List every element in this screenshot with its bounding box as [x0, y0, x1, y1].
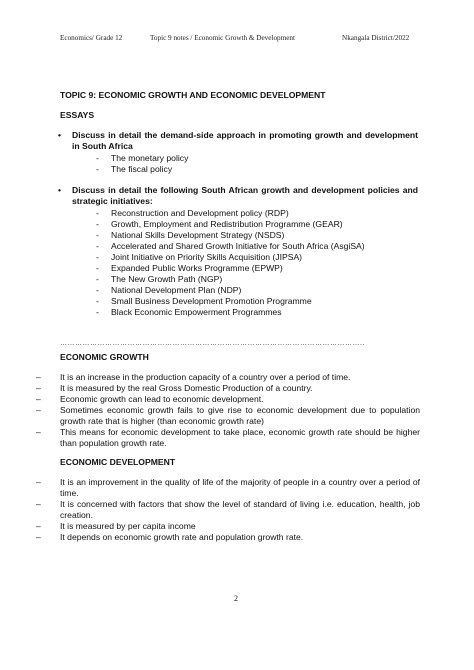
list-item: – It is an increase in the production capacity of a country over a period of time.	[36, 372, 351, 382]
bullet-icon: •	[58, 185, 62, 195]
list-item: – It is concerned with factors that show the level of standard of living i.e. education, health, job creation.	[36, 499, 420, 520]
list-item: – It depends on economic growth rate and population growth rate.	[36, 532, 304, 542]
essays-heading: ESSAYS	[60, 110, 95, 120]
header-district: Nkangala District/2022	[342, 34, 410, 42]
dotted-separator: …………………………………………………………………………………………………………..	[60, 340, 365, 347]
bullet-icon: •	[58, 130, 62, 140]
essay-question-1	[58, 130, 418, 152]
essay-question-text: Discuss in detail the demand-side approach in promoting growth and development in South Africa	[72, 130, 418, 151]
header-topic: Topic 9 notes / Economic Growth & Development	[150, 34, 296, 42]
page-number: 2	[234, 594, 238, 603]
topic-title: TOPIC 9: ECONOMIC GROWTH AND ECONOMIC DEVELOPMENT	[60, 90, 326, 100]
list-item: – Economic growth can lead to economic development.	[36, 394, 264, 404]
list-item: – This means for economic development to take place, economic growth rate should be higher than population growth rate.	[36, 427, 420, 448]
list-item: – It is measured by per capita income	[36, 521, 196, 531]
header-subject: Economics/ Grade 12	[60, 34, 123, 42]
essay-question-text: Discuss in detail the following South African growth and development policies and strategic initiatives:	[72, 185, 418, 206]
economic-growth-heading: ECONOMIC GROWTH	[60, 352, 149, 362]
essay-question-2	[58, 185, 418, 207]
list-item: – It is an improvement in the quality of life of the majority of people in a country over a period of time.	[36, 477, 420, 498]
list-item: – It is measured by the real Gross Domestic Production of a country.	[36, 383, 313, 393]
list-item: – Sometimes economic growth fails to give rise to economic development due to population growth rate that is higher (than economic growth rate)	[36, 405, 420, 426]
economic-development-heading: ECONOMIC DEVELOPMENT	[60, 457, 176, 467]
